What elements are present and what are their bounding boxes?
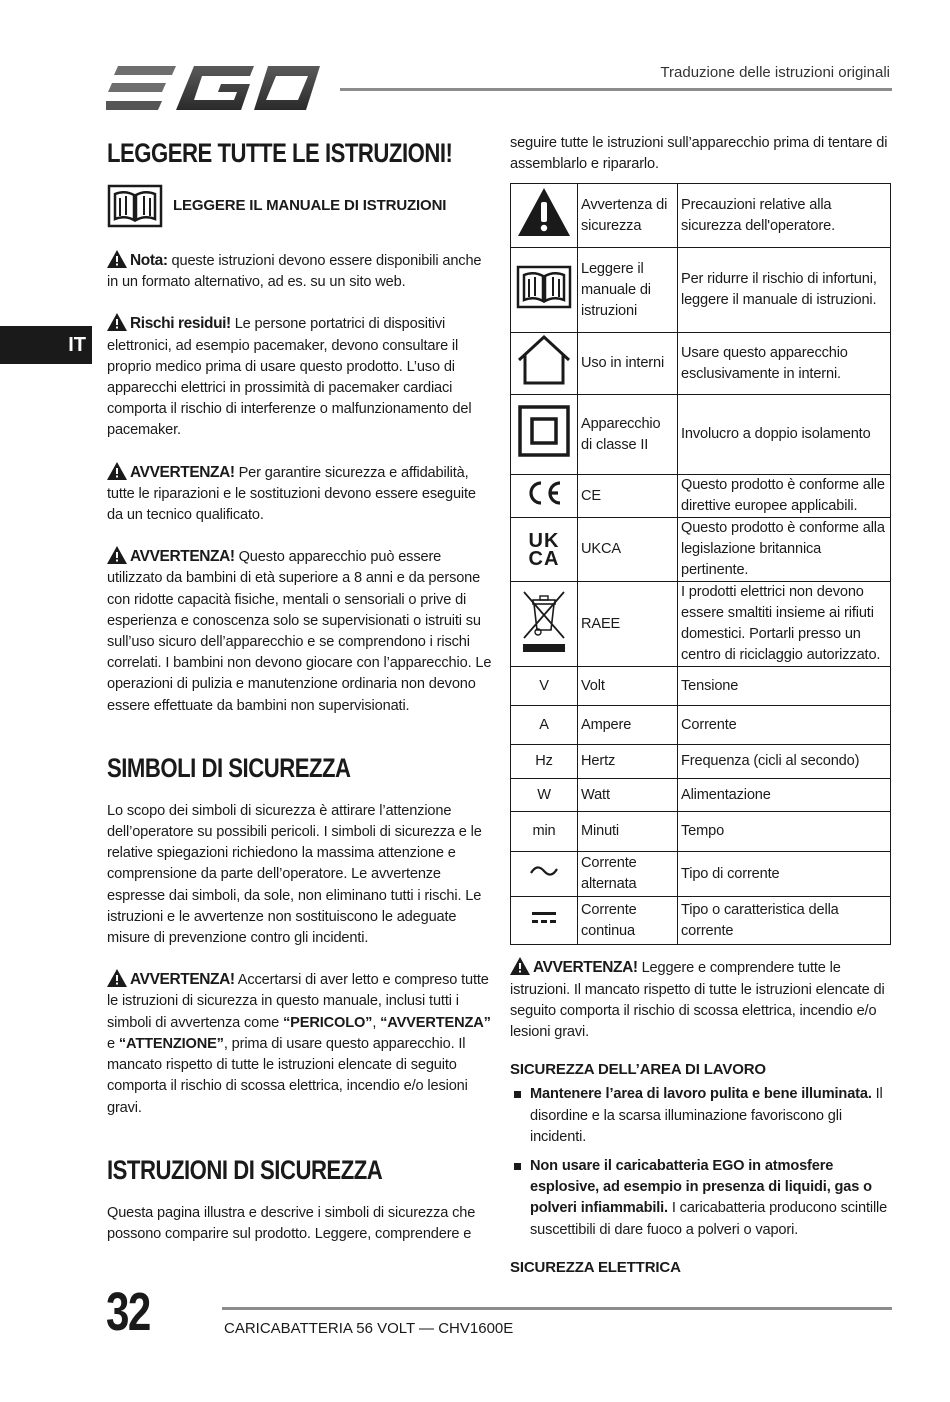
- table-row: [511, 667, 891, 706]
- warning-text-part: , prima di usare questo apparecchio. Il mancato rispetto di tutte le istruzioni elencate di seguito comporta il rischio di scossa elettrica, incendio e/o lesioni gravi.: [107, 1035, 468, 1116]
- symbol-desc: Tipo o caratteristica della corrente: [678, 897, 891, 945]
- table-row: [511, 706, 891, 745]
- symbol-name: Ampere: [578, 706, 678, 745]
- table-row: [511, 779, 891, 812]
- warning-general-paragraph: [510, 957, 892, 1043]
- footer-rule: [222, 1307, 892, 1310]
- list-item: [510, 1084, 892, 1148]
- symbol-name: CE: [578, 475, 678, 518]
- manual-row: [107, 184, 492, 228]
- warning-icon: [107, 969, 127, 987]
- ukca-bottom: CA: [528, 547, 560, 570]
- symbols-paragraph: [107, 801, 492, 949]
- symbol-name: Corrente alternata: [578, 852, 678, 897]
- keyword-warning: “AVVERTENZA”: [380, 1014, 491, 1031]
- symbol-name: Apparecchio di classe II: [578, 395, 678, 475]
- ac-wave-icon: [529, 863, 559, 879]
- symbol-name: Avvertenza di sicurezza: [578, 184, 678, 248]
- warning-text-part: ,: [372, 1014, 381, 1031]
- symbol-name: Uso in interni: [578, 333, 678, 395]
- symbol-desc: Usare questo apparecchio esclusivamente in interni.: [678, 333, 891, 395]
- symbol-cell: [511, 475, 578, 518]
- table-row: [511, 582, 891, 667]
- right-column: [510, 133, 892, 1278]
- bullet-bold: Mantenere l’area di lavoro pulita e bene illuminata.: [530, 1086, 872, 1103]
- heading-safety-symbols: SIMBOLI DI SICUREZZA: [107, 752, 351, 783]
- list-item: [510, 1156, 892, 1241]
- page-number: 32: [106, 1282, 150, 1342]
- symbol-unit: V: [511, 667, 578, 706]
- symbols-text: Lo scopo dei simboli di sicurezza è attirare l’attenzione dell’operatore su possibili pericoli. I simboli di sicurezza e le relative spiegazioni richiedono la massima attenzione e comprensione da parte dell’operatore. Le avvertenze espresse dai simboli, da sole, non eliminano tutti i rischi. Le istruzioni e le avvertenze non sostituiscono le adeguate misure di prevenzione contro gli incidenti.: [107, 802, 482, 947]
- warning-children-paragraph: [107, 546, 492, 717]
- warning-repairs-text: Per garantire sicurezza e affidabilità, tutte le riparazioni e le sostituzioni devono essere eseguite da un tecnico qualificato.: [107, 464, 476, 524]
- symbol-cell: [511, 852, 578, 897]
- symbol-name: Corrente continua: [578, 897, 678, 945]
- header-title: Traduzione delle istruzioni originali: [660, 64, 890, 81]
- table-row: [511, 333, 891, 395]
- warning-keyword: AVVERTENZA!: [130, 548, 235, 566]
- warning-keyword: AVVERTENZA!: [130, 971, 235, 989]
- book-icon: [107, 184, 163, 228]
- warning-text-part: Accertarsi di aver letto e compreso tutte le istruzioni di sicurezza in questo manuale, inclusi tutti i simboli di avvertenza come: [107, 972, 489, 1031]
- warning-icon: [510, 957, 530, 975]
- symbol-cell: [511, 897, 578, 945]
- heading-read-instructions: LEGGERE TUTTE LE ISTRUZIONI!: [107, 138, 453, 168]
- table-row: [511, 248, 891, 333]
- instructions-text: Questa pagina illustra e descrive i simboli di sicurezza che possono comparire sul prodotto. Leggere, comprendere e: [107, 1204, 476, 1242]
- warning-icon: [107, 313, 127, 331]
- symbol-cell: [511, 184, 578, 248]
- symbol-cell: [511, 582, 578, 667]
- symbol-desc: Questo prodotto è conforme alla legislazione britannica pertinente.: [678, 518, 891, 582]
- table-row: [511, 812, 891, 852]
- bullet-bold: Non usare il caricabatteria EGO in atmosfere esplosive, ad esempio in presenza di liquidi, gas o polveri infiammabili.: [530, 1158, 872, 1217]
- symbol-name: Volt: [578, 667, 678, 706]
- symbol-desc: I prodotti elettrici non devono essere smaltiti insieme ai rifiuti domestici. Portarli presso un centro di riciclaggio autorizzato.: [678, 582, 891, 667]
- symbol-unit: A: [511, 706, 578, 745]
- header-rule: [340, 88, 892, 91]
- keyword-caution: “ATTENZIONE”: [118, 1035, 224, 1052]
- dc-icon: [531, 909, 557, 925]
- note-text: queste istruzioni devono essere disponibili anche in un formato alternativo, ad es. su un sito web.: [107, 253, 482, 291]
- warning-read-all-paragraph: [107, 969, 492, 1118]
- warning-general-text: Leggere e comprendere tutte le istruzioni. Il mancato rispetto di tutte le istruzioni elencate di seguito comporta il rischio di scossa elettrica, incendio e/o lesioni gravi.: [510, 960, 885, 1041]
- warning-icon: [107, 546, 127, 564]
- symbol-name: Hertz: [578, 745, 678, 779]
- language-tab: IT: [0, 326, 92, 364]
- table-row: [511, 518, 891, 582]
- instructions-paragraph: [107, 1203, 492, 1245]
- symbol-desc: Per ridurre il rischio di infortuni, leggere il manuale di istruzioni.: [678, 248, 891, 333]
- residual-text: Le persone portatrici di dispositivi elettronici, ad esempio pacemaker, devono consultare il proprio medico prima di usare questo prodotto. L’uso di apparecchi elettrici in prossimità di pacemaker cardiaci comporta il rischio di interferenze o malfunzionamento del pacemaker.: [107, 316, 472, 439]
- warning-keyword: AVVERTENZA!: [130, 463, 235, 481]
- symbol-desc: Tensione: [678, 667, 891, 706]
- table-row: [511, 184, 891, 248]
- table-row: [511, 745, 891, 779]
- note-keyword: Nota:: [130, 252, 168, 269]
- symbol-unit: min: [511, 812, 578, 852]
- footer-product: CARICABATTERIA 56 VOLT — CHV1600E: [224, 1320, 514, 1337]
- warning-repairs-paragraph: [107, 462, 492, 527]
- double-square-icon: [517, 404, 571, 458]
- warning-triangle-icon: [516, 186, 572, 238]
- manual-label: LEGGERE IL MANUALE DI ISTRUZIONI: [173, 197, 447, 215]
- intro-text: seguire tutte le istruzioni sull’apparecchio prima di tentare di assemblarlo e ripararlo.: [510, 135, 888, 173]
- ce-icon: [525, 480, 563, 506]
- warning-text-part: e: [107, 1035, 119, 1052]
- symbol-name: Minuti: [578, 812, 678, 852]
- symbol-cell: [511, 518, 578, 582]
- work-area-heading: SICUREZZA DELL’AREA DI LAVORO: [510, 1061, 766, 1079]
- symbol-name: UKCA: [578, 518, 678, 582]
- table-row: [511, 395, 891, 475]
- residual-risk-paragraph: [107, 313, 492, 441]
- symbol-unit: W: [511, 779, 578, 812]
- symbols-table: [510, 183, 891, 945]
- heading-safety-instructions: ISTRUZIONI DI SICUREZZA: [107, 1154, 383, 1185]
- symbol-desc: Corrente: [678, 706, 891, 745]
- table-row: [511, 475, 891, 518]
- ukca-icon: [511, 529, 577, 570]
- warning-children-text: Questo apparecchio può essere utilizzato da bambini di età superiore a 8 anni e da persone con ridotte capacità fisiche, mentali o sensoriali o prive di esperienza e conoscenza solo se supervisionati o istruiti su sull’uso sicuro dell’apparecchio e se comprendono i rischi correlati. I bambini non devono giocare con l’apparecchio. Le operazioni di pulizia e manutenzione ordinaria non devono essere effettuate da bambini non supervisionati.: [107, 549, 492, 714]
- symbol-unit: Hz: [511, 745, 578, 779]
- keyword-danger: “PERICOLO”: [283, 1014, 373, 1031]
- symbol-desc: Tipo di corrente: [678, 852, 891, 897]
- note-paragraph: [107, 250, 492, 293]
- crossed-bin-icon: [520, 586, 568, 656]
- table-row: [511, 897, 891, 945]
- house-icon: [515, 334, 573, 386]
- symbol-desc: Alimentazione: [678, 779, 891, 812]
- ego-logo: [106, 64, 321, 112]
- table-row: [511, 852, 891, 897]
- symbol-desc: Involucro a doppio isolamento: [678, 395, 891, 475]
- symbol-name: Watt: [578, 779, 678, 812]
- symbol-cell: [511, 248, 578, 333]
- symbol-desc: Tempo: [678, 812, 891, 852]
- symbol-name: RAEE: [578, 582, 678, 667]
- symbol-desc: Frequenza (cicli al secondo): [678, 745, 891, 779]
- bullet-text: Il disordine e la scarsa illuminazione favoriscono gli incidenti.: [530, 1086, 883, 1145]
- symbol-desc: Questo prodotto è conforme alle direttive europee applicabili.: [678, 475, 891, 518]
- electrical-heading: SICUREZZA ELETTRICA: [510, 1258, 681, 1276]
- symbol-name: Leggere il manuale di istruzioni: [578, 248, 678, 333]
- symbol-cell: [511, 395, 578, 475]
- warning-icon: [107, 462, 127, 480]
- left-column: [107, 136, 492, 1245]
- ukca-top: UK: [528, 529, 560, 552]
- residual-keyword: Rischi residui!: [130, 315, 231, 333]
- book-icon: [516, 264, 572, 310]
- work-area-list: [510, 1084, 892, 1240]
- symbol-desc: Precauzioni relative alla sicurezza dell'operatore.: [678, 184, 891, 248]
- bullet-text: I caricabatteria producono scintille suscettibili di dare fuoco a polveri o vapori.: [530, 1200, 888, 1238]
- warning-keyword: AVVERTENZA!: [533, 959, 638, 977]
- warning-icon: [107, 250, 127, 268]
- symbol-cell: [511, 333, 578, 395]
